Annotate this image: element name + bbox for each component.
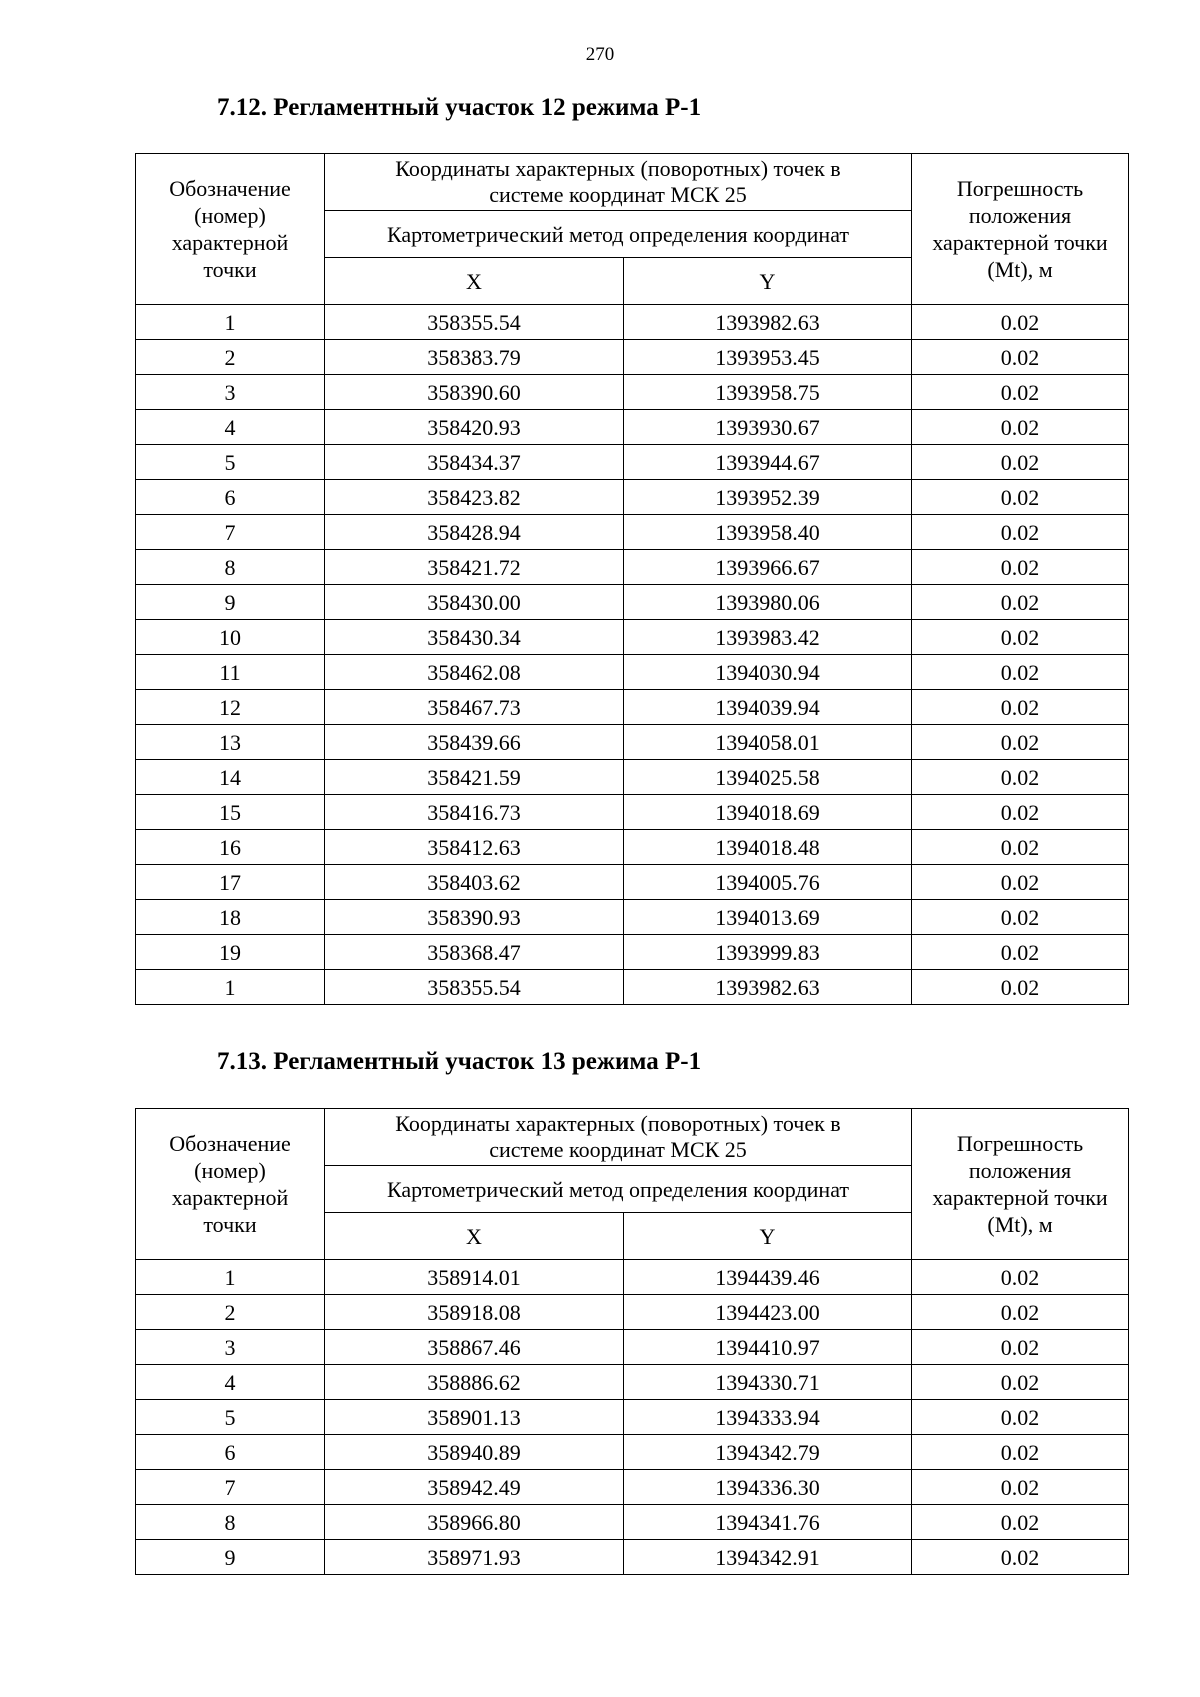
- y-coordinate-cell: 1394341.76: [624, 1505, 912, 1540]
- x-coordinate-cell: 358940.89: [325, 1435, 624, 1470]
- header-error: Погрешность положения характерной точки (Mt), м: [912, 154, 1129, 305]
- coordinates-table: [135, 1108, 1129, 1575]
- x-coordinate-cell: 358867.46: [325, 1330, 624, 1365]
- point-number-cell: 4: [136, 410, 325, 445]
- point-number-cell: 9: [136, 585, 325, 620]
- point-number-cell: 3: [136, 1330, 325, 1365]
- point-number-cell: 14: [136, 760, 325, 795]
- y-coordinate-cell: 1394013.69: [624, 900, 912, 935]
- point-number-cell: 8: [136, 550, 325, 585]
- x-coordinate-cell: 358918.08: [325, 1295, 624, 1330]
- y-coordinate-cell: 1393952.39: [624, 480, 912, 515]
- error-cell: 0.02: [912, 1365, 1129, 1400]
- error-cell: 0.02: [912, 1435, 1129, 1470]
- error-cell: 0.02: [912, 1295, 1129, 1330]
- error-cell: 0.02: [912, 515, 1129, 550]
- y-coordinate-cell: 1393982.63: [624, 305, 912, 340]
- x-coordinate-cell: 358434.37: [325, 445, 624, 480]
- point-number-cell: 8: [136, 1505, 325, 1540]
- point-number-cell: 7: [136, 1470, 325, 1505]
- y-coordinate-cell: 1394025.58: [624, 760, 912, 795]
- error-cell: 0.02: [912, 725, 1129, 760]
- error-cell: 0.02: [912, 865, 1129, 900]
- error-cell: 0.02: [912, 620, 1129, 655]
- x-coordinate-cell: 358383.79: [325, 340, 624, 375]
- header-coordinates: Координаты характерных (поворотных) точек в системе координат МСК 25: [325, 154, 912, 211]
- point-number-cell: 1: [136, 970, 325, 1005]
- y-coordinate-cell: 1394333.94: [624, 1400, 912, 1435]
- error-cell: 0.02: [912, 900, 1129, 935]
- table-row: [136, 1295, 1129, 1330]
- point-number-cell: 19: [136, 935, 325, 970]
- header-x: X: [325, 1213, 624, 1260]
- point-number-cell: 6: [136, 480, 325, 515]
- point-number-cell: 11: [136, 655, 325, 690]
- y-coordinate-cell: 1393966.67: [624, 550, 912, 585]
- table-row: [136, 725, 1129, 760]
- error-cell: 0.02: [912, 830, 1129, 865]
- point-number-cell: 12: [136, 690, 325, 725]
- error-cell: 0.02: [912, 1505, 1129, 1540]
- error-cell: 0.02: [912, 655, 1129, 690]
- table-row: [136, 1435, 1129, 1470]
- point-number-cell: 5: [136, 445, 325, 480]
- table-row: [136, 865, 1129, 900]
- header-x: X: [325, 258, 624, 305]
- point-number-cell: 3: [136, 375, 325, 410]
- table-row: [136, 760, 1129, 795]
- error-cell: 0.02: [912, 1540, 1129, 1575]
- header-method: Картометрический метод определения координат: [325, 1166, 912, 1213]
- y-coordinate-cell: 1393982.63: [624, 970, 912, 1005]
- x-coordinate-cell: 358914.01: [325, 1260, 624, 1295]
- point-number-cell: 6: [136, 1435, 325, 1470]
- section-title: 7.13. Регламентный участок 13 режима Р-1: [217, 1048, 702, 1075]
- header-point-id: Обозначение (номер) характерной точки: [136, 1109, 325, 1260]
- point-number-cell: 7: [136, 515, 325, 550]
- table-row: [136, 970, 1129, 1005]
- table-row: [136, 1365, 1129, 1400]
- y-coordinate-cell: 1394410.97: [624, 1330, 912, 1365]
- x-coordinate-cell: 358355.54: [325, 305, 624, 340]
- y-coordinate-cell: 1394336.30: [624, 1470, 912, 1505]
- x-coordinate-cell: 358901.13: [325, 1400, 624, 1435]
- y-coordinate-cell: 1394058.01: [624, 725, 912, 760]
- table-row: [136, 795, 1129, 830]
- point-number-cell: 1: [136, 305, 325, 340]
- x-coordinate-cell: 358966.80: [325, 1505, 624, 1540]
- x-coordinate-cell: 358355.54: [325, 970, 624, 1005]
- x-coordinate-cell: 358390.93: [325, 900, 624, 935]
- y-coordinate-cell: 1394423.00: [624, 1295, 912, 1330]
- y-coordinate-cell: 1393983.42: [624, 620, 912, 655]
- table-row: [136, 375, 1129, 410]
- y-coordinate-cell: 1393930.67: [624, 410, 912, 445]
- error-cell: 0.02: [912, 410, 1129, 445]
- y-coordinate-cell: 1394439.46: [624, 1260, 912, 1295]
- x-coordinate-cell: 358439.66: [325, 725, 624, 760]
- table-row: [136, 1540, 1129, 1575]
- error-cell: 0.02: [912, 305, 1129, 340]
- table-row: [136, 1260, 1129, 1295]
- table-row: [136, 655, 1129, 690]
- x-coordinate-cell: 358428.94: [325, 515, 624, 550]
- point-number-cell: 2: [136, 340, 325, 375]
- error-cell: 0.02: [912, 1260, 1129, 1295]
- point-number-cell: 5: [136, 1400, 325, 1435]
- header-y: Y: [624, 258, 912, 305]
- x-coordinate-cell: 358420.93: [325, 410, 624, 445]
- error-cell: 0.02: [912, 480, 1129, 515]
- y-coordinate-cell: 1393958.40: [624, 515, 912, 550]
- table-row: [136, 410, 1129, 445]
- error-cell: 0.02: [912, 445, 1129, 480]
- error-cell: 0.02: [912, 550, 1129, 585]
- y-coordinate-cell: 1393999.83: [624, 935, 912, 970]
- table-row: [136, 690, 1129, 725]
- table-row: [136, 1330, 1129, 1365]
- table-row: [136, 1470, 1129, 1505]
- x-coordinate-cell: 358390.60: [325, 375, 624, 410]
- point-number-cell: 1: [136, 1260, 325, 1295]
- header-method: Картометрический метод определения координат: [325, 211, 912, 258]
- x-coordinate-cell: 358462.08: [325, 655, 624, 690]
- error-cell: 0.02: [912, 340, 1129, 375]
- table-row: [136, 900, 1129, 935]
- x-coordinate-cell: 358421.72: [325, 550, 624, 585]
- header-error: Погрешность положения характерной точки (Mt), м: [912, 1109, 1129, 1260]
- table-row: [136, 935, 1129, 970]
- y-coordinate-cell: 1394039.94: [624, 690, 912, 725]
- y-coordinate-cell: 1394342.79: [624, 1435, 912, 1470]
- error-cell: 0.02: [912, 760, 1129, 795]
- error-cell: 0.02: [912, 375, 1129, 410]
- x-coordinate-cell: 358467.73: [325, 690, 624, 725]
- y-coordinate-cell: 1394018.48: [624, 830, 912, 865]
- y-coordinate-cell: 1394018.69: [624, 795, 912, 830]
- table-row: [136, 830, 1129, 865]
- x-coordinate-cell: 358942.49: [325, 1470, 624, 1505]
- x-coordinate-cell: 358423.82: [325, 480, 624, 515]
- y-coordinate-cell: 1393980.06: [624, 585, 912, 620]
- y-coordinate-cell: 1394030.94: [624, 655, 912, 690]
- x-coordinate-cell: 358412.63: [325, 830, 624, 865]
- table-row: [136, 585, 1129, 620]
- x-coordinate-cell: 358971.93: [325, 1540, 624, 1575]
- coordinates-table: [135, 153, 1129, 1005]
- point-number-cell: 10: [136, 620, 325, 655]
- point-number-cell: 9: [136, 1540, 325, 1575]
- point-number-cell: 15: [136, 795, 325, 830]
- table-body: [136, 305, 1129, 1005]
- table-row: [136, 1400, 1129, 1435]
- section-title: 7.12. Регламентный участок 12 режима Р-1: [217, 94, 702, 121]
- table-body: [136, 1260, 1129, 1575]
- point-number-cell: 4: [136, 1365, 325, 1400]
- point-number-cell: 16: [136, 830, 325, 865]
- y-coordinate-cell: 1394005.76: [624, 865, 912, 900]
- error-cell: 0.02: [912, 935, 1129, 970]
- table-row: [136, 550, 1129, 585]
- header-coordinates: Координаты характерных (поворотных) точек в системе координат МСК 25: [325, 1109, 912, 1166]
- x-coordinate-cell: 358416.73: [325, 795, 624, 830]
- y-coordinate-cell: 1394330.71: [624, 1365, 912, 1400]
- y-coordinate-cell: 1393953.45: [624, 340, 912, 375]
- page-number: 270: [585, 44, 615, 65]
- point-number-cell: 2: [136, 1295, 325, 1330]
- error-cell: 0.02: [912, 1330, 1129, 1365]
- y-coordinate-cell: 1393944.67: [624, 445, 912, 480]
- y-coordinate-cell: 1393958.75: [624, 375, 912, 410]
- x-coordinate-cell: 358368.47: [325, 935, 624, 970]
- table-row: [136, 480, 1129, 515]
- x-coordinate-cell: 358886.62: [325, 1365, 624, 1400]
- error-cell: 0.02: [912, 1470, 1129, 1505]
- table-row: [136, 620, 1129, 655]
- x-coordinate-cell: 358430.00: [325, 585, 624, 620]
- table-row: [136, 1505, 1129, 1540]
- y-coordinate-cell: 1394342.91: [624, 1540, 912, 1575]
- table-row: [136, 340, 1129, 375]
- point-number-cell: 17: [136, 865, 325, 900]
- error-cell: 0.02: [912, 690, 1129, 725]
- header-y: Y: [624, 1213, 912, 1260]
- x-coordinate-cell: 358421.59: [325, 760, 624, 795]
- table-row: [136, 305, 1129, 340]
- error-cell: 0.02: [912, 1400, 1129, 1435]
- header-point-id: Обозначение (номер) характерной точки: [136, 154, 325, 305]
- x-coordinate-cell: 358403.62: [325, 865, 624, 900]
- point-number-cell: 18: [136, 900, 325, 935]
- error-cell: 0.02: [912, 795, 1129, 830]
- table-row: [136, 515, 1129, 550]
- point-number-cell: 13: [136, 725, 325, 760]
- table-row: [136, 445, 1129, 480]
- x-coordinate-cell: 358430.34: [325, 620, 624, 655]
- error-cell: 0.02: [912, 970, 1129, 1005]
- error-cell: 0.02: [912, 585, 1129, 620]
